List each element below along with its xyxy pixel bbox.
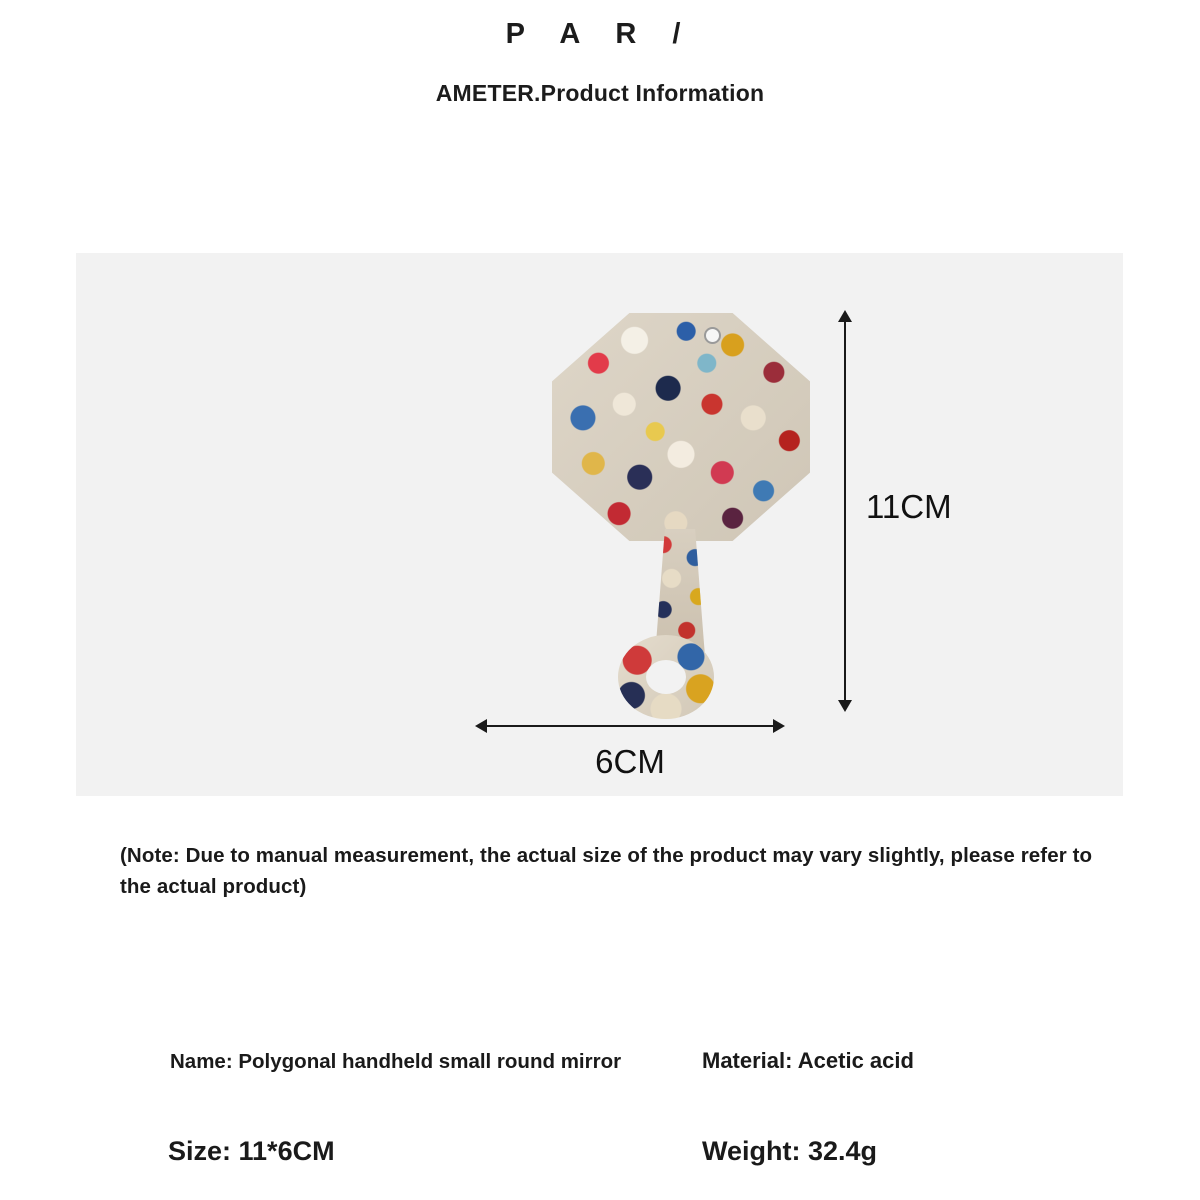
product-image-panel <box>76 253 1123 796</box>
height-dimension-arrow-icon <box>844 321 846 701</box>
mirror-octagon-head <box>552 313 810 541</box>
page-title: P A R / <box>505 18 695 50</box>
height-dimension-label: 11CM <box>866 488 952 525</box>
spec-material: Material: Acetic acid <box>702 1048 914 1073</box>
spec-size: Size: 11*6CM <box>168 1136 335 1166</box>
mirror-handle-ring <box>618 635 714 719</box>
measurement-note: (Note: Due to manual measurement, the actual size of the product may vary slightly, please refer to the actual product) <box>120 844 1093 898</box>
spec-weight: Weight: 32.4g <box>702 1136 878 1166</box>
width-dimension-arrow-icon <box>486 725 774 727</box>
spec-name: Name: Polygonal handheld small round mirror <box>170 1050 622 1073</box>
product-illustration <box>516 303 816 743</box>
mirror-hang-hole-icon <box>704 327 721 344</box>
page-subtitle: AMETER.Product Information <box>435 80 765 106</box>
width-dimension-label: 6CM <box>595 743 665 780</box>
